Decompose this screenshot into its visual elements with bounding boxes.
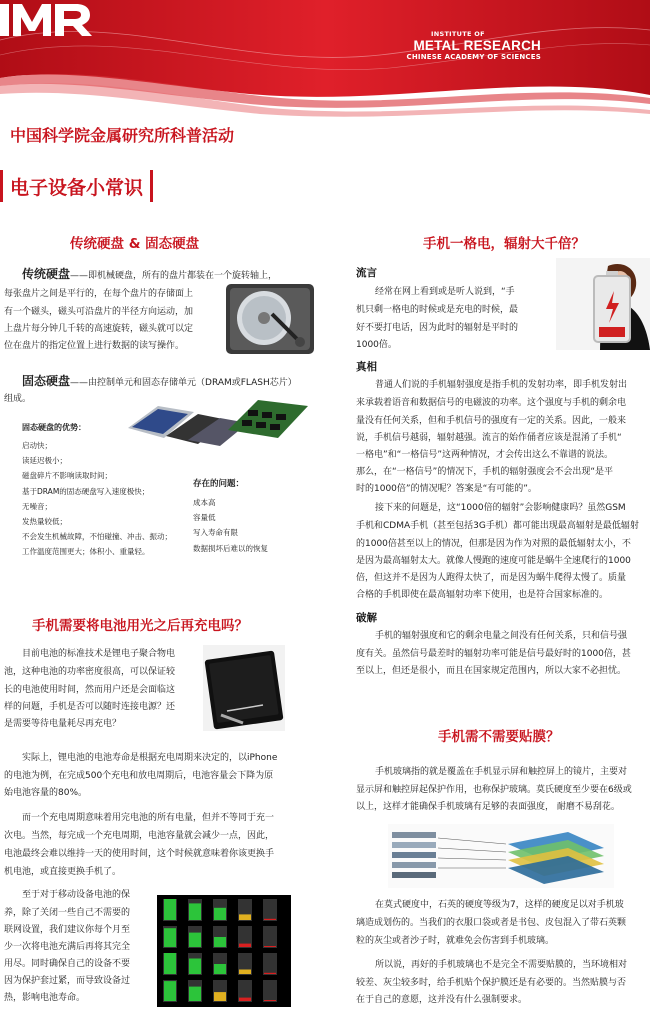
film-text-6: 粒的灰尘或者沙子时，就难免会伤害到手机玻璃。 [356,936,555,946]
issue-item: 数据损坏后难以的恢复 [193,543,268,553]
ssd-text-2: 组成。 [4,394,32,404]
film-text-9: 在于自己的意愿，这并没有什么强制要求。 [356,995,528,1005]
battery-charge-fill [239,914,251,920]
activity-title: 中国科学院金属研究所科普活动 [10,126,235,145]
low-battery-icon [592,271,632,343]
battery-charge-fill [189,933,201,947]
advantage-item: 工作温度范围更大；体积小、重量轻。 [22,547,150,557]
truth-text-5: 一格电”和“一格信号”这两种情况，才会传出这么不靠谱的说法。 [356,450,613,460]
institute-line2: METAL RESEARCH [413,38,541,53]
battery-charge-fill [264,946,276,947]
debunk-heading: 破解 [356,612,377,624]
battery-charge-fill [239,998,251,1001]
film-text-8: 较差、灰尘较多时，给手机贴个保护膜还是有必要的。当然贴膜与否 [356,978,627,988]
battery-cell-icon [263,899,277,921]
battery-charge-fill [214,992,226,1001]
battery-cell-icon [263,926,277,948]
rumor-text-2: 机只剩一格电的时候或是充电的时候，最 [356,305,519,315]
battery-text-13: 至于对于移动设备电池的保 [22,890,131,900]
issue-item: 容量低 [193,513,216,523]
truth-text-3: 量没有任何关系，但和手机信号的强度有一定的关系。因此，一般来 [356,416,627,426]
hdd-term: 传统硬盘 [22,267,71,281]
topic-title: 电子设备小常识 [10,176,144,199]
advantage-item: 读延迟极小； [22,456,67,466]
battery-levels-image [157,895,291,1007]
truth-text-8: 接下来的问题是，这“1000倍的辐射”会影响健康吗？虽然GSM [375,503,626,513]
battery-charge-fill [214,937,226,947]
phone-battery-image [203,645,285,731]
hdd-text-5: 位在盘片的指定位置上进行数据的读写操作。 [4,341,185,351]
film-text-4: 在莫式硬度中，石英的硬度等级为7，这样的硬度足以对手机玻 [375,900,624,910]
imr-logo [0,0,96,38]
battery-text-10: 次电。当然，每完成一个充电周期，电池容量就会减少一点，因此， [4,831,275,841]
truth-text-12: 倍，但这并不是因为人跑得太快了，而是因为蜗牛爬得太慢了。质量 [356,573,627,583]
advantage-item: 不会发生机械故障，不怕碰撞、冲击、振动； [22,532,172,542]
institute-line3: CHINESE ACADEMY OF SCIENCES [406,53,541,61]
battery-charge-fill [189,959,201,975]
battery-text-15: 联网设置，我们建议你每个月至 [4,925,131,935]
battery-text-6: 实际上，锂电池的电池寿命是根据充电周期来决定的，以iPhone [22,753,278,763]
truth-text-7: 时的1000倍”的情况呢？答案是“有可能的”。 [356,484,537,494]
issue-item: 成本高 [193,498,216,507]
hdd-text-4: 上盘片每分钟几千转的高速旋转，磁头就可以定 [4,324,194,334]
section-screen-film-title: 手机需不需要贴膜？ [438,729,560,745]
battery-charge-fill [189,903,201,920]
hdd-text-1: ——即机械硬盘，所有的盘片都装在一个旋转轴上， [70,271,278,281]
battery-charge-fill [164,928,176,947]
battery-text-9: 而一个充电周期意味着用完电池的所有电量，但并不等同于充一 [22,813,275,823]
battery-text-3: 长的电池使用时间，然而用户还是会面临这 [4,685,176,695]
battery-text-2: 池，这种电池的功率密度很高，可以保证较 [4,667,176,677]
ssd-paragraph-line1 [22,373,297,393]
header-banner [0,0,650,118]
battery-text-18: 因为保护套过紧，而导致设备过 [4,976,131,986]
ssd-advantages-title: 固态硬盘的优势： [22,423,86,432]
ssd-advantages-list [22,438,172,560]
topic-title-box [0,168,153,204]
hard-disk-image [222,280,318,358]
battery-charge-fill [214,964,226,974]
battery-charge-fill [264,919,276,920]
rumor-heading: 流言 [356,267,377,279]
ssd-term: 固态硬盘 [22,374,71,388]
battery-charge-fill [164,981,176,1001]
screen-layers-diagram [388,824,614,888]
rumor-text-3: 好不要打电话，因为此时的辐射是平时的 [356,323,519,333]
ssd-issues-list [193,495,268,556]
advantage-item: 启动快； [22,441,52,450]
battery-charge-fill [239,944,251,947]
battery-charge-fill [164,899,176,920]
truth-text-13: 合格的手机即使在最高辐射功率下使用，也是符合国家标准的。 [356,590,609,600]
section-battery-title: 手机需要将电池用光之后再充电吗？ [32,618,248,634]
advantage-item: 无噪音； [22,501,52,511]
battery-text-7: 的电池为例，在完成500个充电和放电周期后，电池容量会下降为原 [4,771,274,781]
truth-text-2: 来承载着语音和数据信号的电磁波的功率。这个强度与手机的剩余电 [356,398,627,408]
battery-text-4: 样的问题，手机是否可以随时连接电源？还 [4,702,176,712]
truth-text-10: 的1000倍甚至以上的情况，但那是因为作为对照的最低辐射太小，不 [356,539,631,549]
film-text-7: 所以说，再好的手机玻璃也不是完全不需要贴膜的，当环境相对 [375,960,628,970]
truth-text-9: 手机和CDMA手机（甚至包括3G手机）都可能出现最高辐射是最低辐射 [356,521,639,531]
battery-cell-icon [263,980,277,1002]
rumor-text-4: 1000倍。 [356,340,397,350]
institute-line1: INSTITUTE OF [431,30,485,38]
section-hdd-ssd-title: 传统硬盘 & 固态硬盘 [70,236,200,252]
battery-charge-fill [214,908,226,920]
battery-text-17: 用尽。同时确保自己的设备不要 [4,959,131,969]
debunk-text-3: 至以上，但还是很小，而且在国家规定范围内，所以大家不必担忧。 [356,666,627,676]
red-wave-graphic [0,0,650,118]
title-bar-right [150,170,153,202]
battery-charge-fill [189,987,201,1001]
film-text-5: 璃造成划伤的。当我们的衣服口袋或者是书包、皮包混入了带石英颗 [356,918,627,928]
debunk-text-2: 度有关。虽然信号最差时的辐射功率可能是信号最好时的1000倍，甚 [356,649,631,659]
battery-text-19: 热，影响电池寿命。 [4,993,86,1003]
truth-text-6: 那么，在“一格信号”的情况下，手机的辐射强度会不会出现“是平 [356,467,613,477]
battery-text-12: 机电池，或直接更换手机了。 [4,867,122,877]
battery-charge-fill [264,973,276,974]
battery-charge-fill [164,953,176,974]
debunk-text-1: 手机的辐射强度和它的剩余电量之间没有任何关系，只和信号强 [375,631,628,641]
battery-text-14: 养，除了关闭一些自己不需要的 [4,908,131,918]
advantage-item: 发热量较低； [22,517,67,527]
ssd-text-1: ——由控制单元和固态存储单元（DRAM或FLASH芯片） [70,378,297,388]
rumor-text-1: 经常在网上看到或是听人说到，“手 [375,287,515,297]
battery-charge-fill [239,970,251,975]
film-text-2: 显示屏和触控屏起保护作用，也称保护玻璃。莫氏硬度至少要在6级或 [356,785,632,795]
battery-text-1: 目前电池的标准技术是锂电子聚合物电 [22,649,176,659]
battery-text-11: 电池最终会难以维持一天的使用时间，这个时候就意味着你该更换手 [4,849,275,859]
battery-text-16: 少一次将电池充满后再将其完全 [4,942,131,952]
advantage-item: 基于DRAM的固态硬盘写入速度极快； [22,486,150,496]
ssd-issues-title: 存在的问题： [193,479,245,489]
truth-heading: 真相 [356,361,377,373]
film-text-3: 以上，这样才能确保手机玻璃有足够的表面强度， 耐磨不易刮花。 [356,802,620,812]
battery-charge-fill [264,1000,276,1001]
film-text-1: 手机玻璃指的就是覆盖在手机显示屏和触控屏上的镜片，主要对 [375,767,628,777]
institute-name [391,30,541,61]
hdd-text-3: 有一个磁头，磁头可沿盘片的半径方向运动，加 [4,307,194,317]
truth-text-11: 是因为最高辐射太大。就像人慢跑的速度可能是蜗牛全速爬行的1000 [356,556,631,566]
truth-text-4: 说，手机信号越弱，辐射越强。流言的始作俑者应该是混淆了手机“ [356,433,622,443]
truth-text-1: 普通人们说的手机辐射强度是指手机的发射功率，即手机发射出 [375,380,628,390]
battery-cell-icon [263,953,277,975]
battery-text-8: 始电池容量的80%。 [4,788,88,798]
hdd-text-2: 每张盘片之间是平行的，在每个盘片的存储面上 [4,289,194,299]
issue-item: 写入寿命有限 [193,528,238,538]
battery-text-5: 是需要等待电量耗尽再充电？ [4,719,122,729]
section-radiation-title: 手机一格电，辐射大千倍？ [423,236,585,252]
advantage-item: 磁盘碎片不影响读取时间； [22,471,112,481]
